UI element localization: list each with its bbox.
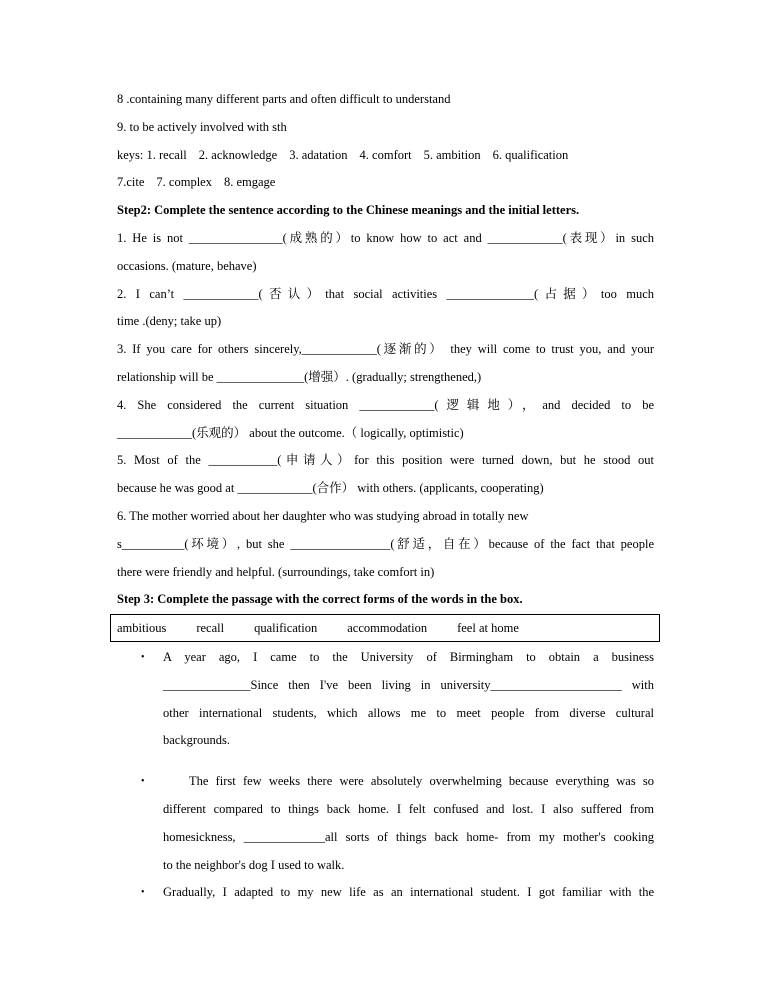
key-item: 3. adatation xyxy=(289,147,348,162)
answer-keys-line-1 xyxy=(117,142,654,170)
sentence-5b: because he was good at ____________(合作） with others. (applicants, cooperating) xyxy=(117,481,544,496)
word-box-item: recall xyxy=(196,621,225,635)
answer-keys-line-2 xyxy=(117,169,654,197)
word-box xyxy=(110,614,660,642)
word-box-item: feel at home xyxy=(457,621,519,635)
step3-heading: Step 3: Complete the passage with the correct forms of the words in the box. xyxy=(117,592,523,607)
sentence-2a: 2. I can’t ____________(否认）that social activities ______________(占据）too much xyxy=(117,286,654,301)
passage-paragraph-2 xyxy=(117,768,654,879)
document-body xyxy=(117,86,654,614)
sentence-6a: 6. The mother worried about her daughter who was studying abroad in totally new xyxy=(117,508,529,523)
definition-9: 9. to be actively involved with sth xyxy=(117,119,287,134)
sentence-5a: 5. Most of the ___________(申请人）for this position were turned down, but he stood out xyxy=(117,453,654,468)
sentence-2b: time .(deny; take up) xyxy=(117,314,222,329)
passage-paragraph-3 xyxy=(117,879,654,907)
key-item: 6. qualification xyxy=(492,147,569,162)
passage-line: backgrounds. xyxy=(163,733,230,748)
word-box-item: accommodation xyxy=(347,621,428,635)
key-item: 2. acknowledge xyxy=(198,147,278,162)
passage-line: other international students, which allows me to meet people from diverse cultural xyxy=(163,705,654,720)
sentence-3a: 3. If you care for others sincerely,____________(逐渐的） they will come to trust you, and your xyxy=(117,342,654,357)
sentence-1b: occasions. (mature, behave) xyxy=(117,258,257,273)
passage-line: ______________Since then I've been living in university_____________________ with xyxy=(163,677,654,692)
bullet-icon: • xyxy=(141,652,145,663)
bullet-icon: • xyxy=(141,776,145,788)
word-box-item: ambitious xyxy=(117,621,167,635)
passage-line: A year ago, I came to the University of Birmingham to obtain a business xyxy=(163,650,654,664)
sentence-1a: 1. He is not _______________(成熟的）to know how to act and ____________(表现）in such xyxy=(117,230,654,245)
sentence-6b: s__________(环境）, but she ________________(舒适，自在）because of the fact that people xyxy=(117,536,654,551)
sentence-4b: ____________(乐观的） about the outcome.（ logically, optimistic) xyxy=(117,425,464,440)
sentence-6c: there were friendly and helpful. (surroundings, take comfort in) xyxy=(117,564,435,579)
passage-line: to the neighbor's dog I used to walk. xyxy=(163,857,345,872)
key-item: 5. ambition xyxy=(423,147,481,162)
bullet-icon: • xyxy=(141,887,145,899)
key-item: 8. emgage xyxy=(223,175,276,190)
passage-line: Gradually, I adapted to my new life as an international student. I got familiar with the xyxy=(163,885,654,900)
sentence-3b: relationship will be ______________(增强）. (gradually; strengthened,) xyxy=(117,369,482,384)
key-item: keys: 1. recall xyxy=(117,147,187,162)
key-item: 7.cite xyxy=(117,175,145,190)
step2-heading: Step2: Complete the sentence according to the Chinese meanings and the initial letters. xyxy=(117,203,580,218)
key-item: 4. comfort xyxy=(359,147,412,162)
passage xyxy=(117,644,654,907)
definition-8: 8 .containing many different parts and often difficult to understand xyxy=(117,92,451,106)
sentence-4a: 4. She considered the current situation ____________(逻辑地），and decided to be xyxy=(117,397,654,412)
passage-line: different compared to things back home. I felt confused and lost. I also suffered from xyxy=(163,801,654,816)
key-item: 7. complex xyxy=(156,175,212,190)
word-box-item: qualification xyxy=(254,621,318,635)
passage-line: The first few weeks there were absolutely overwhelming because everything was so xyxy=(189,774,654,789)
passage-paragraph-1 xyxy=(117,644,654,755)
passage-line: homesickness, _____________all sorts of things back home- from my mother's cooking xyxy=(163,829,654,844)
